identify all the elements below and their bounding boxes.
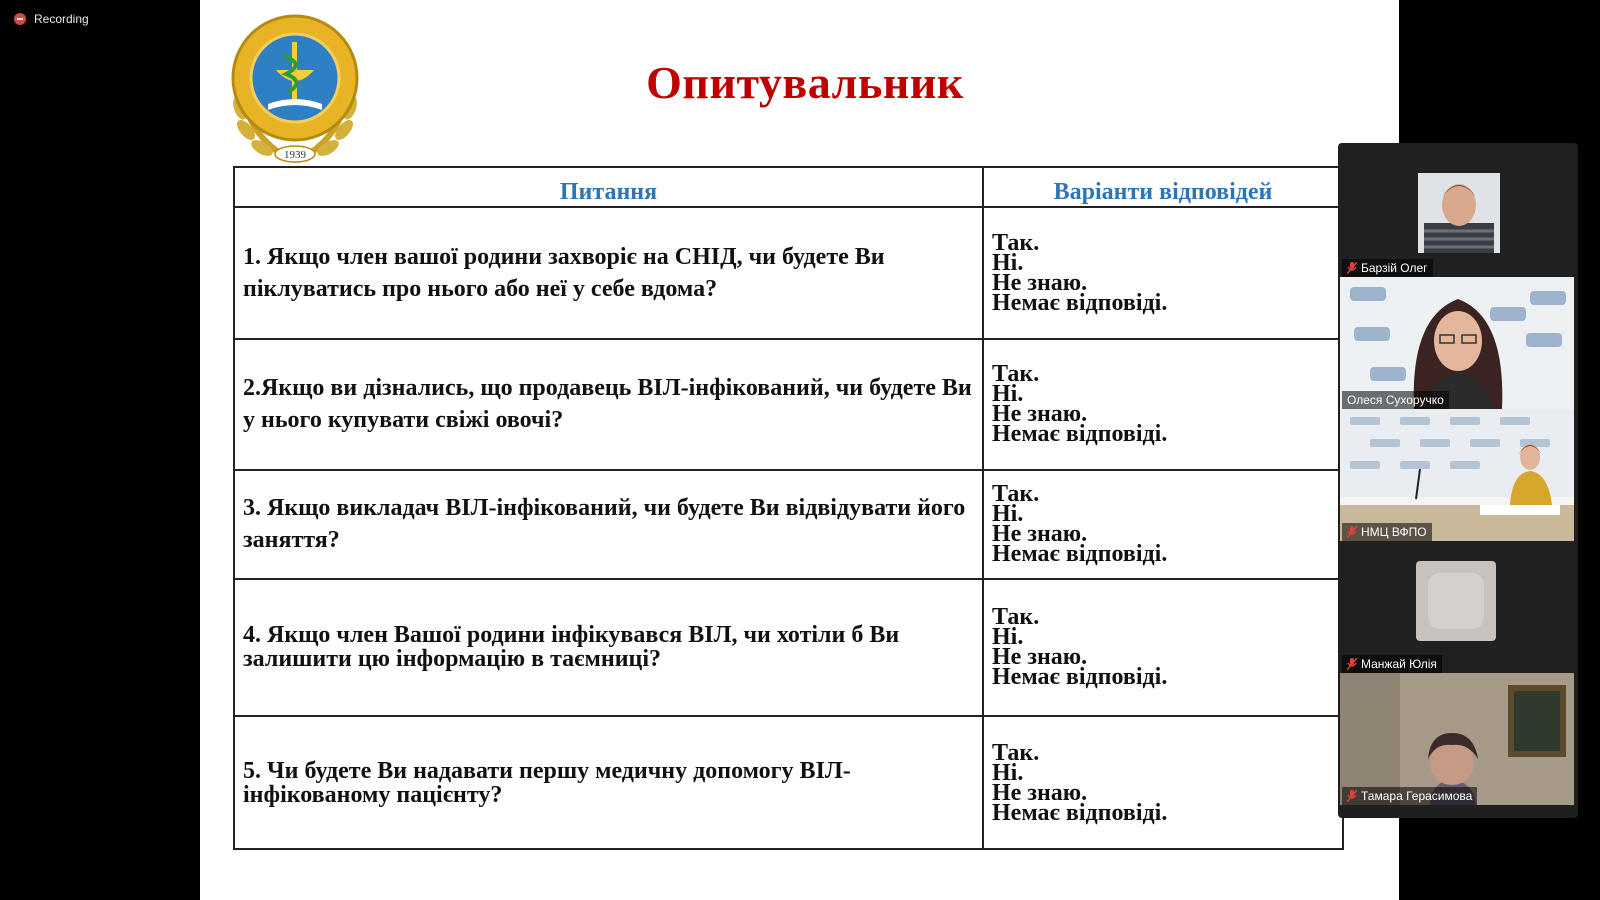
answer-option: Ні. — [992, 249, 1024, 276]
answer-option: Ні. — [992, 759, 1024, 786]
record-icon — [14, 13, 26, 25]
answer-option: Не знаю. — [992, 269, 1088, 296]
table-row — [234, 207, 1343, 339]
participants-panel — [1338, 143, 1578, 818]
recording-label: Recording — [34, 12, 89, 26]
participant-video — [1340, 145, 1574, 277]
question-cell: 3. Якщо викладач ВІЛ-інфікований, чи будете Ви відвідувати його заняття? — [234, 470, 983, 578]
question-cell: 2.Якщо ви дізнались, що продавець ВІЛ-інфікований, чи будете Ви у нього купувати свіжі овочі? — [234, 339, 983, 471]
answer-option: Ні. — [992, 624, 1024, 651]
answer-option: Не знаю. — [992, 521, 1088, 548]
answers-cell — [983, 716, 1343, 849]
answers-cell — [983, 207, 1343, 339]
answer-option: Так. — [992, 229, 1040, 256]
mic-muted-icon — [1347, 658, 1357, 670]
participant-name-label — [1342, 391, 1449, 409]
participant-name: Олеся Сухоручко — [1347, 393, 1444, 407]
answer-option: Ні. — [992, 501, 1024, 528]
participant-video — [1340, 277, 1574, 409]
answers-cell — [983, 339, 1343, 471]
table-header-row — [234, 167, 1343, 207]
answer-option: Так. — [992, 481, 1040, 508]
slide-title: Опитувальник — [646, 57, 964, 108]
answer-option: Немає відповіді. — [992, 541, 1168, 568]
participant-name-label — [1342, 259, 1433, 277]
shared-slide — [200, 0, 1399, 900]
mic-muted-icon — [1347, 790, 1357, 802]
answer-option: Немає відповіді. — [992, 664, 1168, 691]
column-header-questions: Питання — [234, 167, 983, 207]
column-header-answers: Варіанти відповідей — [983, 167, 1343, 207]
participant-name: Барзій Олег — [1361, 261, 1428, 275]
participant-tile[interactable] — [1340, 145, 1574, 277]
participant-name: Тамара Герасимова — [1361, 789, 1473, 803]
participant-video — [1340, 541, 1574, 673]
question-cell: 4. Якщо член Вашої родини інфікувався ВІЛ, чи хотіли б Ви залишити цю інформацію в таємниці? — [234, 579, 983, 717]
participant-name-label — [1342, 787, 1477, 805]
answer-option: Так. — [992, 604, 1040, 631]
table-row — [234, 339, 1343, 471]
answer-option: Так. — [992, 739, 1040, 766]
answer-option: Не знаю. — [992, 644, 1088, 671]
college-logo — [224, 8, 366, 164]
recording-indicator — [14, 12, 89, 26]
table-row — [234, 716, 1343, 849]
question-cell: 1. Якщо член вашої родини захворіє на СНІД, чи будете Ви піклуватись про нього або неї у себе вдома? — [234, 207, 983, 339]
table-row — [234, 579, 1343, 717]
answer-option: Не знаю. — [992, 779, 1088, 806]
table-row — [234, 470, 1343, 578]
mic-muted-icon — [1347, 526, 1357, 538]
participant-name-label — [1342, 655, 1442, 673]
answers-cell — [983, 470, 1343, 578]
answer-option: Немає відповіді. — [992, 799, 1168, 826]
answer-option: Так. — [992, 361, 1040, 388]
answer-option: Ні. — [992, 381, 1024, 408]
participant-tile[interactable] — [1340, 277, 1574, 409]
participant-video — [1340, 409, 1574, 541]
participant-name: НМЦ ВФПО — [1361, 525, 1427, 539]
answer-option: Не знаю. — [992, 401, 1088, 428]
answer-option: Немає відповіді. — [992, 421, 1168, 448]
answer-option: Немає відповіді. — [992, 289, 1168, 316]
mic-muted-icon — [1347, 262, 1357, 274]
participant-name: Манжай Юлія — [1361, 657, 1437, 671]
logo-year: 1939 — [284, 149, 306, 161]
participant-tile[interactable] — [1340, 541, 1574, 673]
survey-table — [233, 166, 1344, 850]
participant-video — [1340, 673, 1574, 805]
participant-tile[interactable] — [1340, 673, 1574, 805]
answers-cell — [983, 579, 1343, 717]
question-cell: 5. Чи будете Ви надавати першу медичну допомогу ВІЛ-інфікованому пацієнту? — [234, 716, 983, 849]
participant-tile[interactable] — [1340, 409, 1574, 541]
participant-name-label — [1342, 523, 1432, 541]
